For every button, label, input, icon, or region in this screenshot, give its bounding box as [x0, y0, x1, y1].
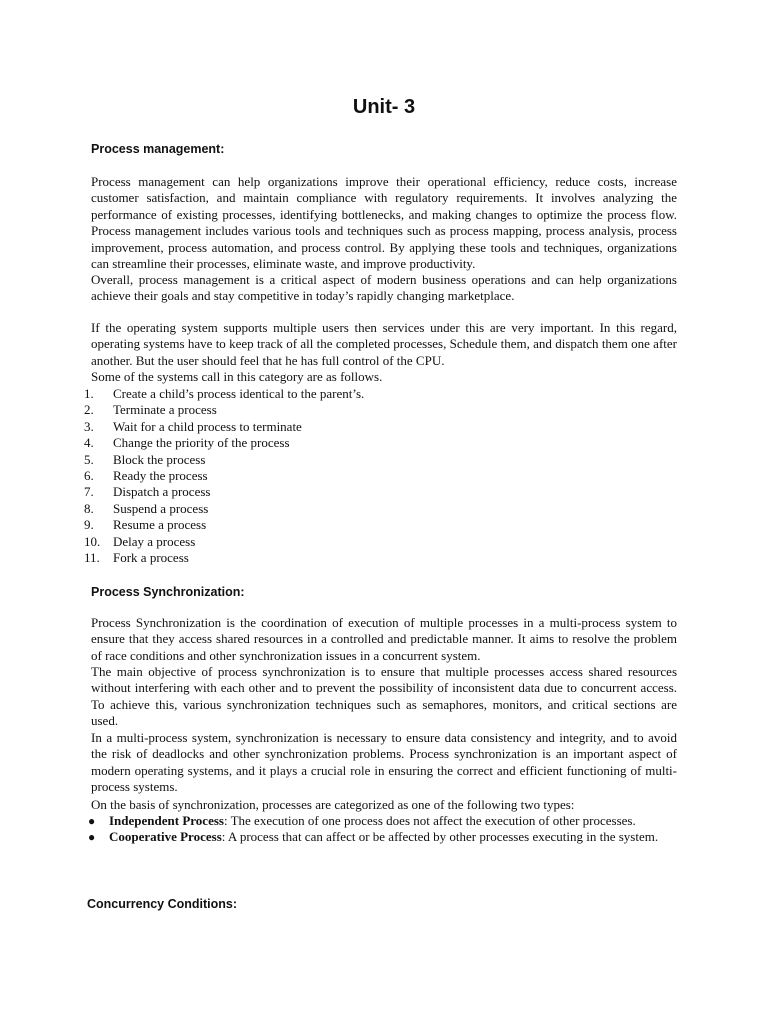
list-item [84, 402, 684, 418]
list-item-number: 10. [84, 533, 101, 549]
list-item-number: 11. [84, 550, 100, 566]
list-item-number: 8. [84, 500, 94, 516]
list-item-number: 6. [84, 468, 94, 484]
list-item [84, 484, 684, 500]
list-item-text: Change the priority of the process [113, 435, 290, 451]
list-item-text: Terminate a process [113, 402, 217, 418]
heading-process-synchronization: Process Synchronization: [91, 585, 245, 599]
list-item [84, 419, 684, 435]
list-item [84, 452, 684, 468]
bullet-icon: ● [88, 814, 96, 828]
list-item [84, 435, 684, 451]
page-title: Unit- 3 [352, 96, 416, 118]
list-item-term: Cooperative Process [109, 829, 222, 845]
list-item [84, 468, 684, 484]
list-item-text: Create a child’s process identical to the parent’s. [113, 386, 365, 401]
paragraph-synchronization-importance: In a multi-process system, synchronization is necessary to ensure data consistency and integrity, and to avoid the risk of deadlocks and other synchronization problems. Process synchronization is an important aspect of modern operating systems, and it plays a crucial role in ensuring the correct and efficient functioning of multi-process systems. [91, 730, 677, 795]
list-item-term: Independent Process [109, 813, 224, 828]
list-item-number: 3. [84, 418, 94, 434]
list-item [84, 534, 684, 550]
list-item-text: Fork a process [113, 550, 189, 566]
list-item [84, 517, 684, 533]
list-item-number: 4. [84, 435, 94, 451]
list-item [84, 501, 684, 517]
list-item-text: Delay a process [113, 533, 196, 549]
paragraph-synchronization-types-intro: On the basis of synchronization, processes are categorized as one of the following two types: [91, 797, 575, 812]
paragraph-process-management-overall: Overall, process management is a critical aspect of modern business operations and can help organizations achieve their goals and stay competitive in today’s rapidly changing marketplace. [91, 272, 677, 304]
bullet-icon: ● [88, 830, 96, 845]
heading-concurrency-conditions: Concurrency Conditions: [87, 897, 238, 911]
process-types-list [88, 813, 668, 846]
list-item-text: Block the process [113, 451, 206, 467]
list-item-number: 5. [84, 451, 94, 467]
list-item-number: 9. [84, 517, 94, 533]
list-item [88, 829, 668, 845]
list-item-number: 1. [84, 386, 94, 401]
list-item-number: 2. [84, 402, 94, 418]
list-item [84, 386, 684, 402]
list-item [88, 813, 668, 829]
list-item-text: Dispatch a process [113, 484, 211, 500]
paragraph-multiple-users: If the operating system supports multiple users then services under this are very important. In this regard, operating systems have to keep track of all the completed processes, Schedule them, and dispatch them one after another. But the user should feel that he has full control of the CPU. [91, 320, 677, 368]
paragraph-system-calls-intro: Some of the systems call in this category are as follows. [91, 369, 383, 384]
system-calls-list [84, 386, 684, 566]
list-item-text: Resume a process [113, 517, 207, 533]
list-item [84, 550, 684, 566]
list-item-text: : The execution of one process does not affect the execution of other processes. [223, 813, 636, 828]
heading-process-management: Process management: [91, 142, 225, 156]
paragraph-synchronization-intro: Process Synchronization is the coordination of execution of multiple processes in a multi-process system to ensure that they access shared resources in a controlled and predictable manner. It aims to resolve the problem of race conditions and other synchronization issues in a concurrent system. [91, 615, 677, 663]
paragraph-process-management-intro: Process management can help organizations improve their operational efficiency, reduce costs, increase customer satisfaction, and maintain compliance with regulatory requirements. It involves analyzing the performance of existing processes, identifying bottlenecks, and making changes to optimize the process flow. Process management includes various tools and techniques such as process mapping, process analysis, process improvement, process automation, and process control. By applying these tools and techniques, organizations can streamline their processes, eliminate waste, and improve productivity. [91, 174, 677, 272]
paragraph-synchronization-objective: The main objective of process synchronization is to ensure that multiple processes access shared resources without interfering with each other and to prevent the possibility of inconsistent data due to concurrent access. To achieve this, various synchronization techniques such as semaphores, monitors, and critical sections are used. [91, 664, 677, 729]
list-item-number: 7. [84, 484, 94, 500]
list-item-text: Wait for a child process to terminate [113, 418, 302, 434]
list-item-text: Suspend a process [113, 500, 209, 516]
list-item-text: : A process that can affect or be affected by other processes executing in the system. [221, 829, 659, 845]
list-item-text: Ready the process [113, 468, 208, 484]
